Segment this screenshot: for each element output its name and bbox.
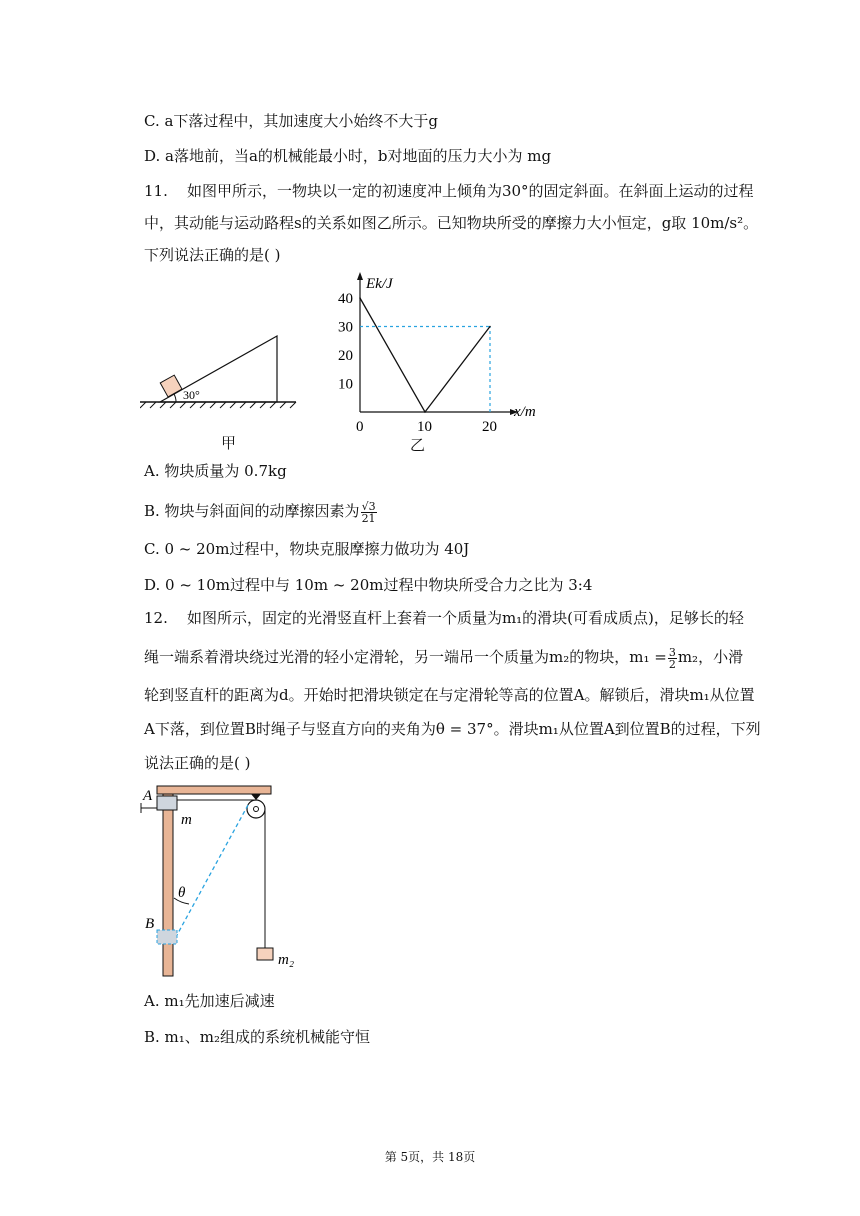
x-tick-label: 0 xyxy=(356,419,364,435)
page-footer: 第 5页，共 18页 xyxy=(384,1150,476,1164)
y-axis-arrow xyxy=(357,272,363,280)
pulley-figure xyxy=(135,780,315,980)
q11-option-d: D. 0 ~ 10m过程中与 10m ~ 20m过程中物块所受合力之比为 3:4 xyxy=(144,576,593,594)
series-line xyxy=(360,298,490,412)
q12-stem-line4: A下落，到位置B时绳子与竖直方向的夹角为θ = 37°。滑块m₁从位置A到位置B的过程，下列 xyxy=(144,720,761,738)
option-c-prev: C. a下落过程中，其加速度大小始终不大于g xyxy=(144,112,439,130)
figure-yi-caption: 乙 xyxy=(410,436,426,454)
q11-option-b-text: B. 物块与斜面间的动摩擦因素为 xyxy=(144,502,360,520)
q11-stem-line1 xyxy=(144,180,754,202)
y-tick-label: 20 xyxy=(338,348,353,364)
q12-option-b: B. m₁、m₂组成的系统机械能守恒 xyxy=(144,1028,371,1046)
q11-option-b xyxy=(144,500,378,524)
label-m: m xyxy=(181,812,192,828)
label-m2: m₂ xyxy=(278,952,295,968)
label-theta: θ xyxy=(178,885,186,901)
q12-stem-line5: 说法正确的是( ) xyxy=(144,754,251,772)
q12-stem-text1: 如图所示，固定的光滑竖直杆上套着一个质量为m₁的滑块(可看成质点)，足够长的轻 xyxy=(186,609,744,627)
q12-stem-line2: 绳一端系着滑块绕过光滑的轻小定滑轮，另一端吊一个质量为m₂的物块，m₁ = $\frac{3}{2}$ m₂，小滑 xyxy=(144,645,744,671)
ek-chart xyxy=(330,268,580,438)
x-tick-label: 10 xyxy=(417,419,432,435)
data-point xyxy=(489,326,491,328)
incline-figure xyxy=(140,330,300,410)
q11-stem-line2: 中，其动能与运动路程s的关系如图乙所示。已知物块所受的摩擦力大小恒定，g取 10m/s²。 xyxy=(144,214,759,232)
q12-number: 12. xyxy=(144,609,168,627)
data-point xyxy=(424,411,426,413)
q11-number: 11. xyxy=(144,182,168,200)
q11-option-c: C. 0 ~ 20m过程中，物块克服摩擦力做功为 40J xyxy=(144,540,470,558)
q11-option-b-fraction: $\frac{√3}{21}$ xyxy=(361,499,376,525)
label-a: A xyxy=(143,788,153,804)
q11-stem-line3: 下列说法正确的是( ) xyxy=(144,246,281,264)
label-b: B xyxy=(145,916,155,932)
x-axis-label: x/m xyxy=(514,404,536,420)
y-tick-label: 30 xyxy=(338,319,353,336)
option-d-prev: D. a落地前，当a的机械能最小时，b对地面的压力大小为 mg xyxy=(144,147,552,165)
y-tick-label: 10 xyxy=(338,376,353,393)
q11-option-a: A. 物块质量为 0.7kg xyxy=(144,462,287,480)
data-point xyxy=(359,297,361,299)
y-axis-label: Ek/J xyxy=(366,276,393,292)
q12-stem-line3: 轮到竖直杆的距离为d。开始时把滑块锁定在与定滑轮等高的位置A。解锁后，滑块m₁从位置 xyxy=(144,686,755,704)
q12-fraction: $\frac{3}{2}$ xyxy=(668,645,676,671)
q12-option-a: A. m₁先加速后减速 xyxy=(144,992,275,1010)
figure-jia-caption: 甲 xyxy=(221,434,237,452)
incline-angle-label: 30° xyxy=(183,388,200,402)
y-tick-label: 40 xyxy=(338,291,353,307)
q12-stem-line1 xyxy=(144,607,744,629)
q11-stem-text1: 如图甲所示，一物块以一定的初速度冲上倾角为30°的固定斜面。在斜面上运动的过程 xyxy=(186,182,754,200)
x-tick-label: 20 xyxy=(482,419,497,435)
